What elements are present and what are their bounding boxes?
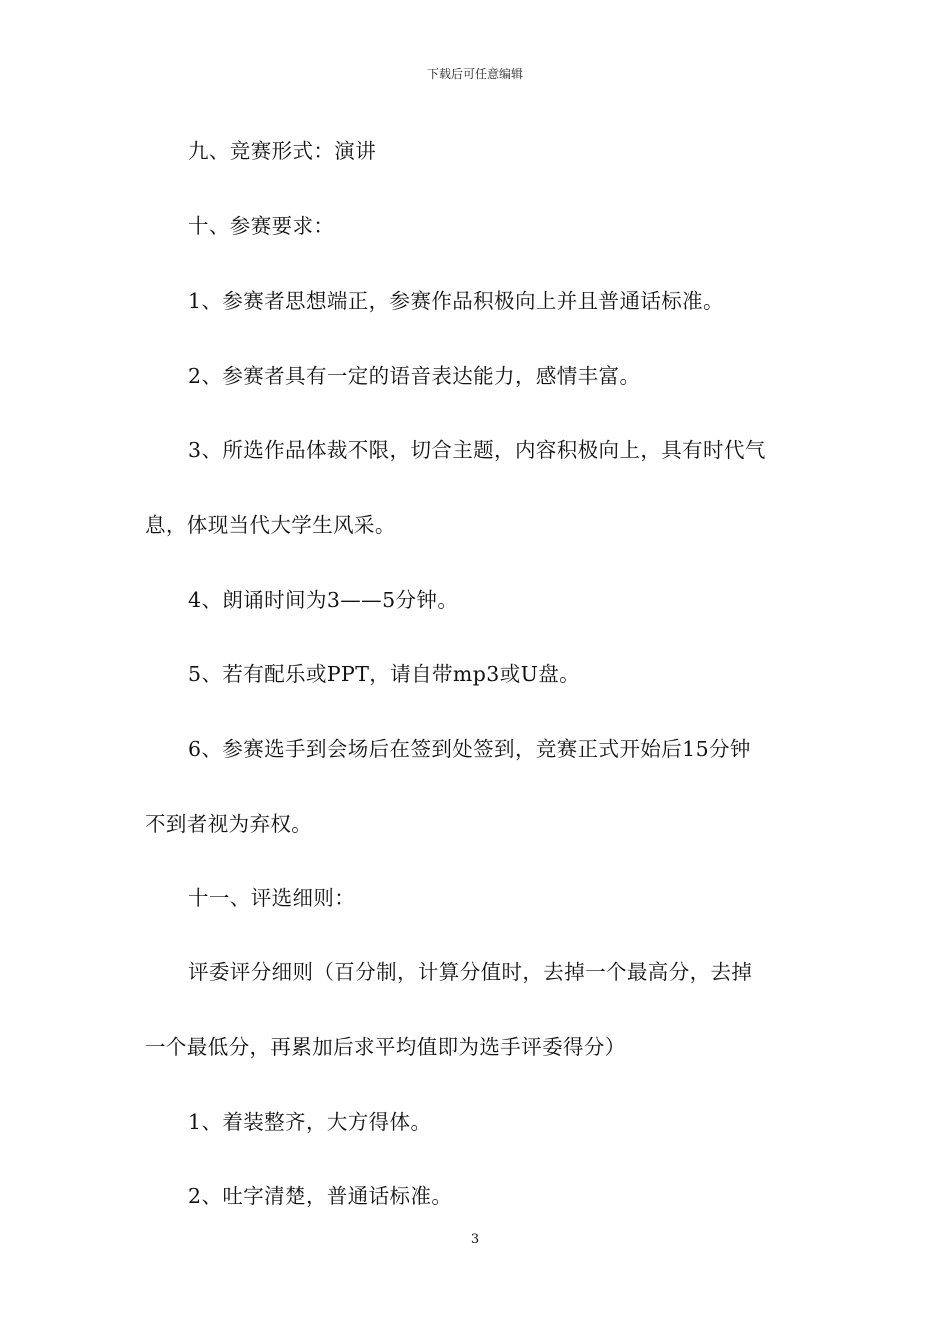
requirement-2: 2、参赛者具有一定的语音表达能力，感情丰富。: [188, 364, 641, 388]
criterion-1: 1、着装整齐，大方得体。: [188, 1110, 432, 1134]
criterion-2: 2、吐字清楚，普通话标准。: [188, 1184, 453, 1208]
page-number: 3: [470, 1232, 480, 1247]
requirement-6-line-1: 6、参赛选手到会场后在签到处签到，竞赛正式开始后15分钟: [188, 737, 751, 761]
section-9-heading: 九、竞赛形式：演讲: [188, 139, 377, 163]
section-11-heading: 十一、评选细则：: [188, 886, 356, 910]
requirement-5: 5、若有配乐或PPT，请自带mp3或U盘。: [188, 662, 581, 686]
requirement-1: 1、参赛者思想端正，参赛作品积极向上并且普通话标准。: [188, 289, 724, 313]
requirement-6-line-2: 不到者视为弃权。: [145, 812, 313, 836]
page-header-note: 下载后可任意编辑: [426, 67, 523, 81]
section-10-heading: 十、参赛要求：: [188, 214, 335, 238]
requirement-3-line-2: 息，体现当代大学生风采。: [145, 513, 396, 537]
scoring-intro-line-1: 评委评分细则（百分制，计算分值时，去掉一个最高分，去掉: [188, 960, 753, 984]
requirement-4: 4、朗诵时间为3——5分钟。: [188, 588, 459, 612]
requirement-3-line-1: 3、所选作品体裁不限，切合主题，内容积极向上，具有时代气: [188, 438, 766, 462]
scoring-intro-line-2: 一个最低分，再累加后求平均值即为选手评委得分）: [145, 1035, 626, 1059]
